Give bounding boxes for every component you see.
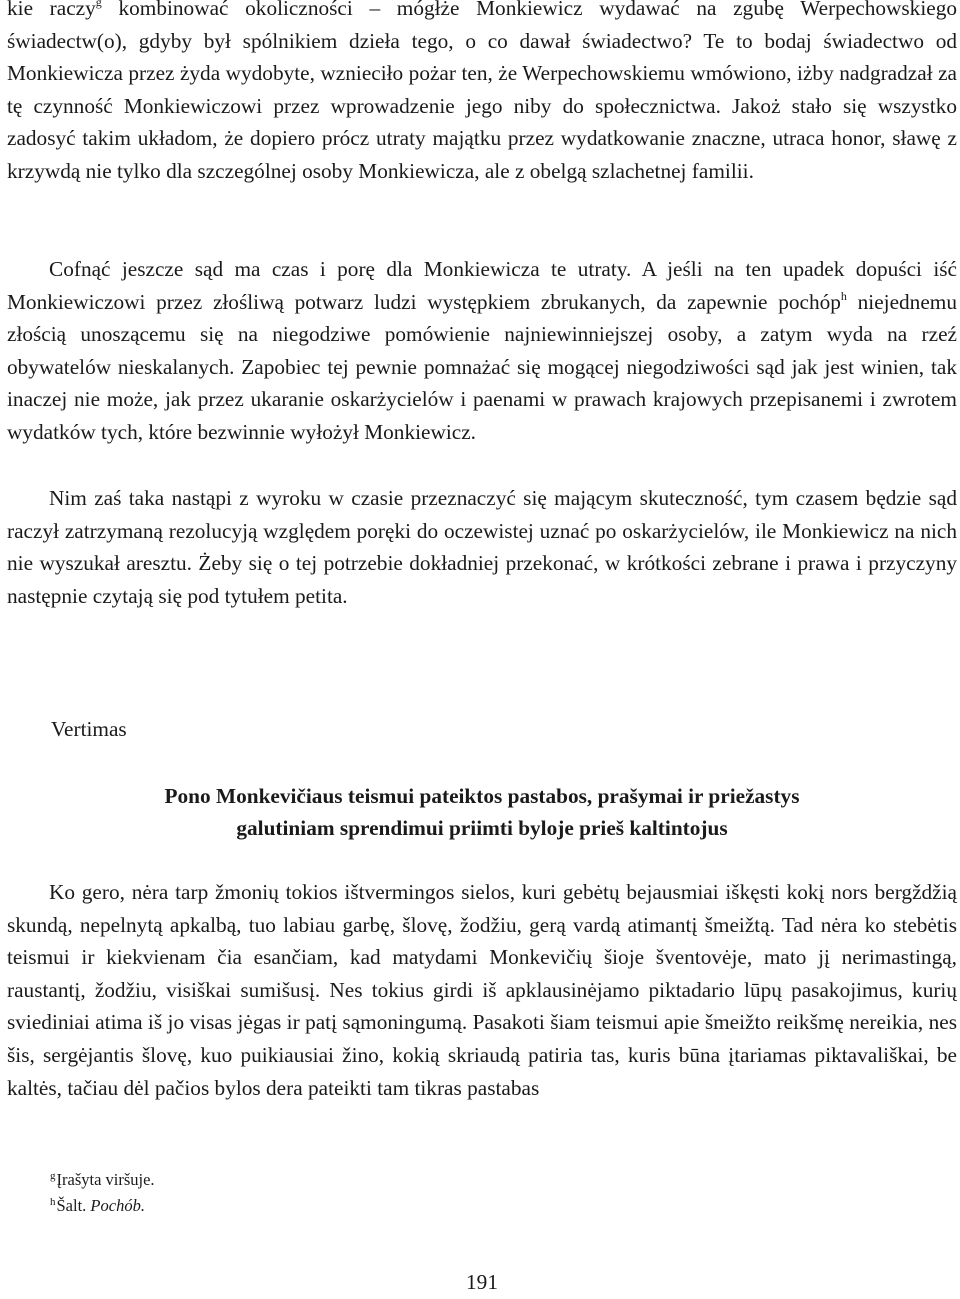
paragraph-2-text-a: Cofnąć jeszcze sąd ma czas i porę dla Monkiewicza te utraty. A jeśli na ten upadek dopuści iść Monkiewiczowi przez złośliwą potwarz ludzi występkiem zbrukanych, da zapewnie pochóp xyxy=(7,257,957,314)
paragraph-1-text-b: kombinować okoliczności – mógłże Monkiewicz wydawać na zgubę Werpechowskiego świadectw(o), gdyby był spólnikiem dzieła tego, o co dawał świadectwo? Te to bodaj świadectwo od Monkiewicza przez żyda wydobyte, wznieciło pożar ten, że Werpechowskiemu wmówiono, iżby nadgradzał za tę czynność Monkiewiczowi przez wprowadzenie jego niby do społecznictwa. Jakoż stało się wszystko zadosyć takim układom, że dopiero prócz utraty majątku przez wydatkowanie znaczne, utraca honor, sławę z krzywdą nie tylko dla szczególnej osoby Monkiewicza, ale z obelgą szlachetnej familii. xyxy=(7,0,957,183)
footnotes xyxy=(50,1167,155,1219)
footnote-mark: g xyxy=(50,1170,56,1182)
section-heading: Vertimas xyxy=(51,717,127,741)
footnote-h xyxy=(50,1193,155,1219)
footnote-g xyxy=(50,1167,155,1193)
paragraph-2-text-b: niejednemu złością unoszącemu się na niegodziwe pomówienie najniewinniejszej osoby, a zatym wyda na rzeź obywatelów nieskalanych. Zapobiec tej pewnie pomnażać się mogącej niegodziwości sąd jak jest winien, tak inaczej nie może, jak przez ukaranie oskarżycielów i paenami w prawach krajowych przepisanemi i zwrotem wydatków tych, które bezwinnie wyłożył Monkiewicz. xyxy=(7,289,957,444)
paragraph-1-text-a: kie raczy xyxy=(7,0,96,20)
page-number: 191 xyxy=(466,1270,498,1294)
footnote-italic-text: Pochób. xyxy=(90,1196,145,1215)
title-line-2: galutiniam sprendimui priimti byloje prieš kaltintojus xyxy=(236,816,728,840)
footnote-ref-g: g xyxy=(95,0,102,9)
paragraph-3: Nim zaś taka nastąpi z wyroku w czasie przeznaczyć się mającym skuteczność, tym czasem będzie sąd raczył zatrzymaną rezolucyją względem poręki do oczewistej uznać po oskarżycielów, ile Monkiewicz na nich nie wyszukał aresztu. Żeby się o tej potrzebie dokładniej przekonać, w krótkości zebrane i prawa i przyczyny następnie czytają się pod tytułem petita. xyxy=(7,486,957,608)
paragraph-2 xyxy=(7,253,957,449)
paragraph-1 xyxy=(7,0,957,188)
footnote-text: Šalt. xyxy=(56,1196,91,1215)
title-line-1: Pono Monkevičiaus teismui pateiktos pastabos, prašymai ir priežastys xyxy=(164,784,800,808)
translation-title xyxy=(7,780,957,844)
footnote-text: Įrašyta viršuje. xyxy=(56,1170,155,1189)
footnote-ref-h: h xyxy=(840,288,847,303)
paragraph-4: Ko gero, nėra tarp žmonių tokios ištvermingos sielos, kuri gebėtų bejausmiai iškęsti kokį nors bergždžią skundą, nepelnytą apkalbą, tuo labiau garbę, šlovę, žodžiu, gerą vardą atimantį šmeižtą. Tad nėra ko stebėtis teismui ir kiekvienam čia esančiam, kad matydami Monkevičių šioje šventovėje, mato jį nerimastingą, raustantį, žodžiu, visiškai sumišusį. Nes tokius girdi iš apklausinėjamo piktadario lūpų pasakojimus, kurių sviediniai atima iš jo visas jėgas ir patį sąmoningumą. Pasakoti šiam teismui apie šmeižto reikšmę nereikia, nes šis, sergėjantis šlovę, kuo puikiausiai žino, kokią skriaudą patiria tas, kuris būna įtariamas piktavališkai, be kaltės, tačiau dėl pačios bylos dera pateikti tam tikras pastabas xyxy=(7,880,957,1100)
footnote-mark: h xyxy=(50,1196,56,1208)
